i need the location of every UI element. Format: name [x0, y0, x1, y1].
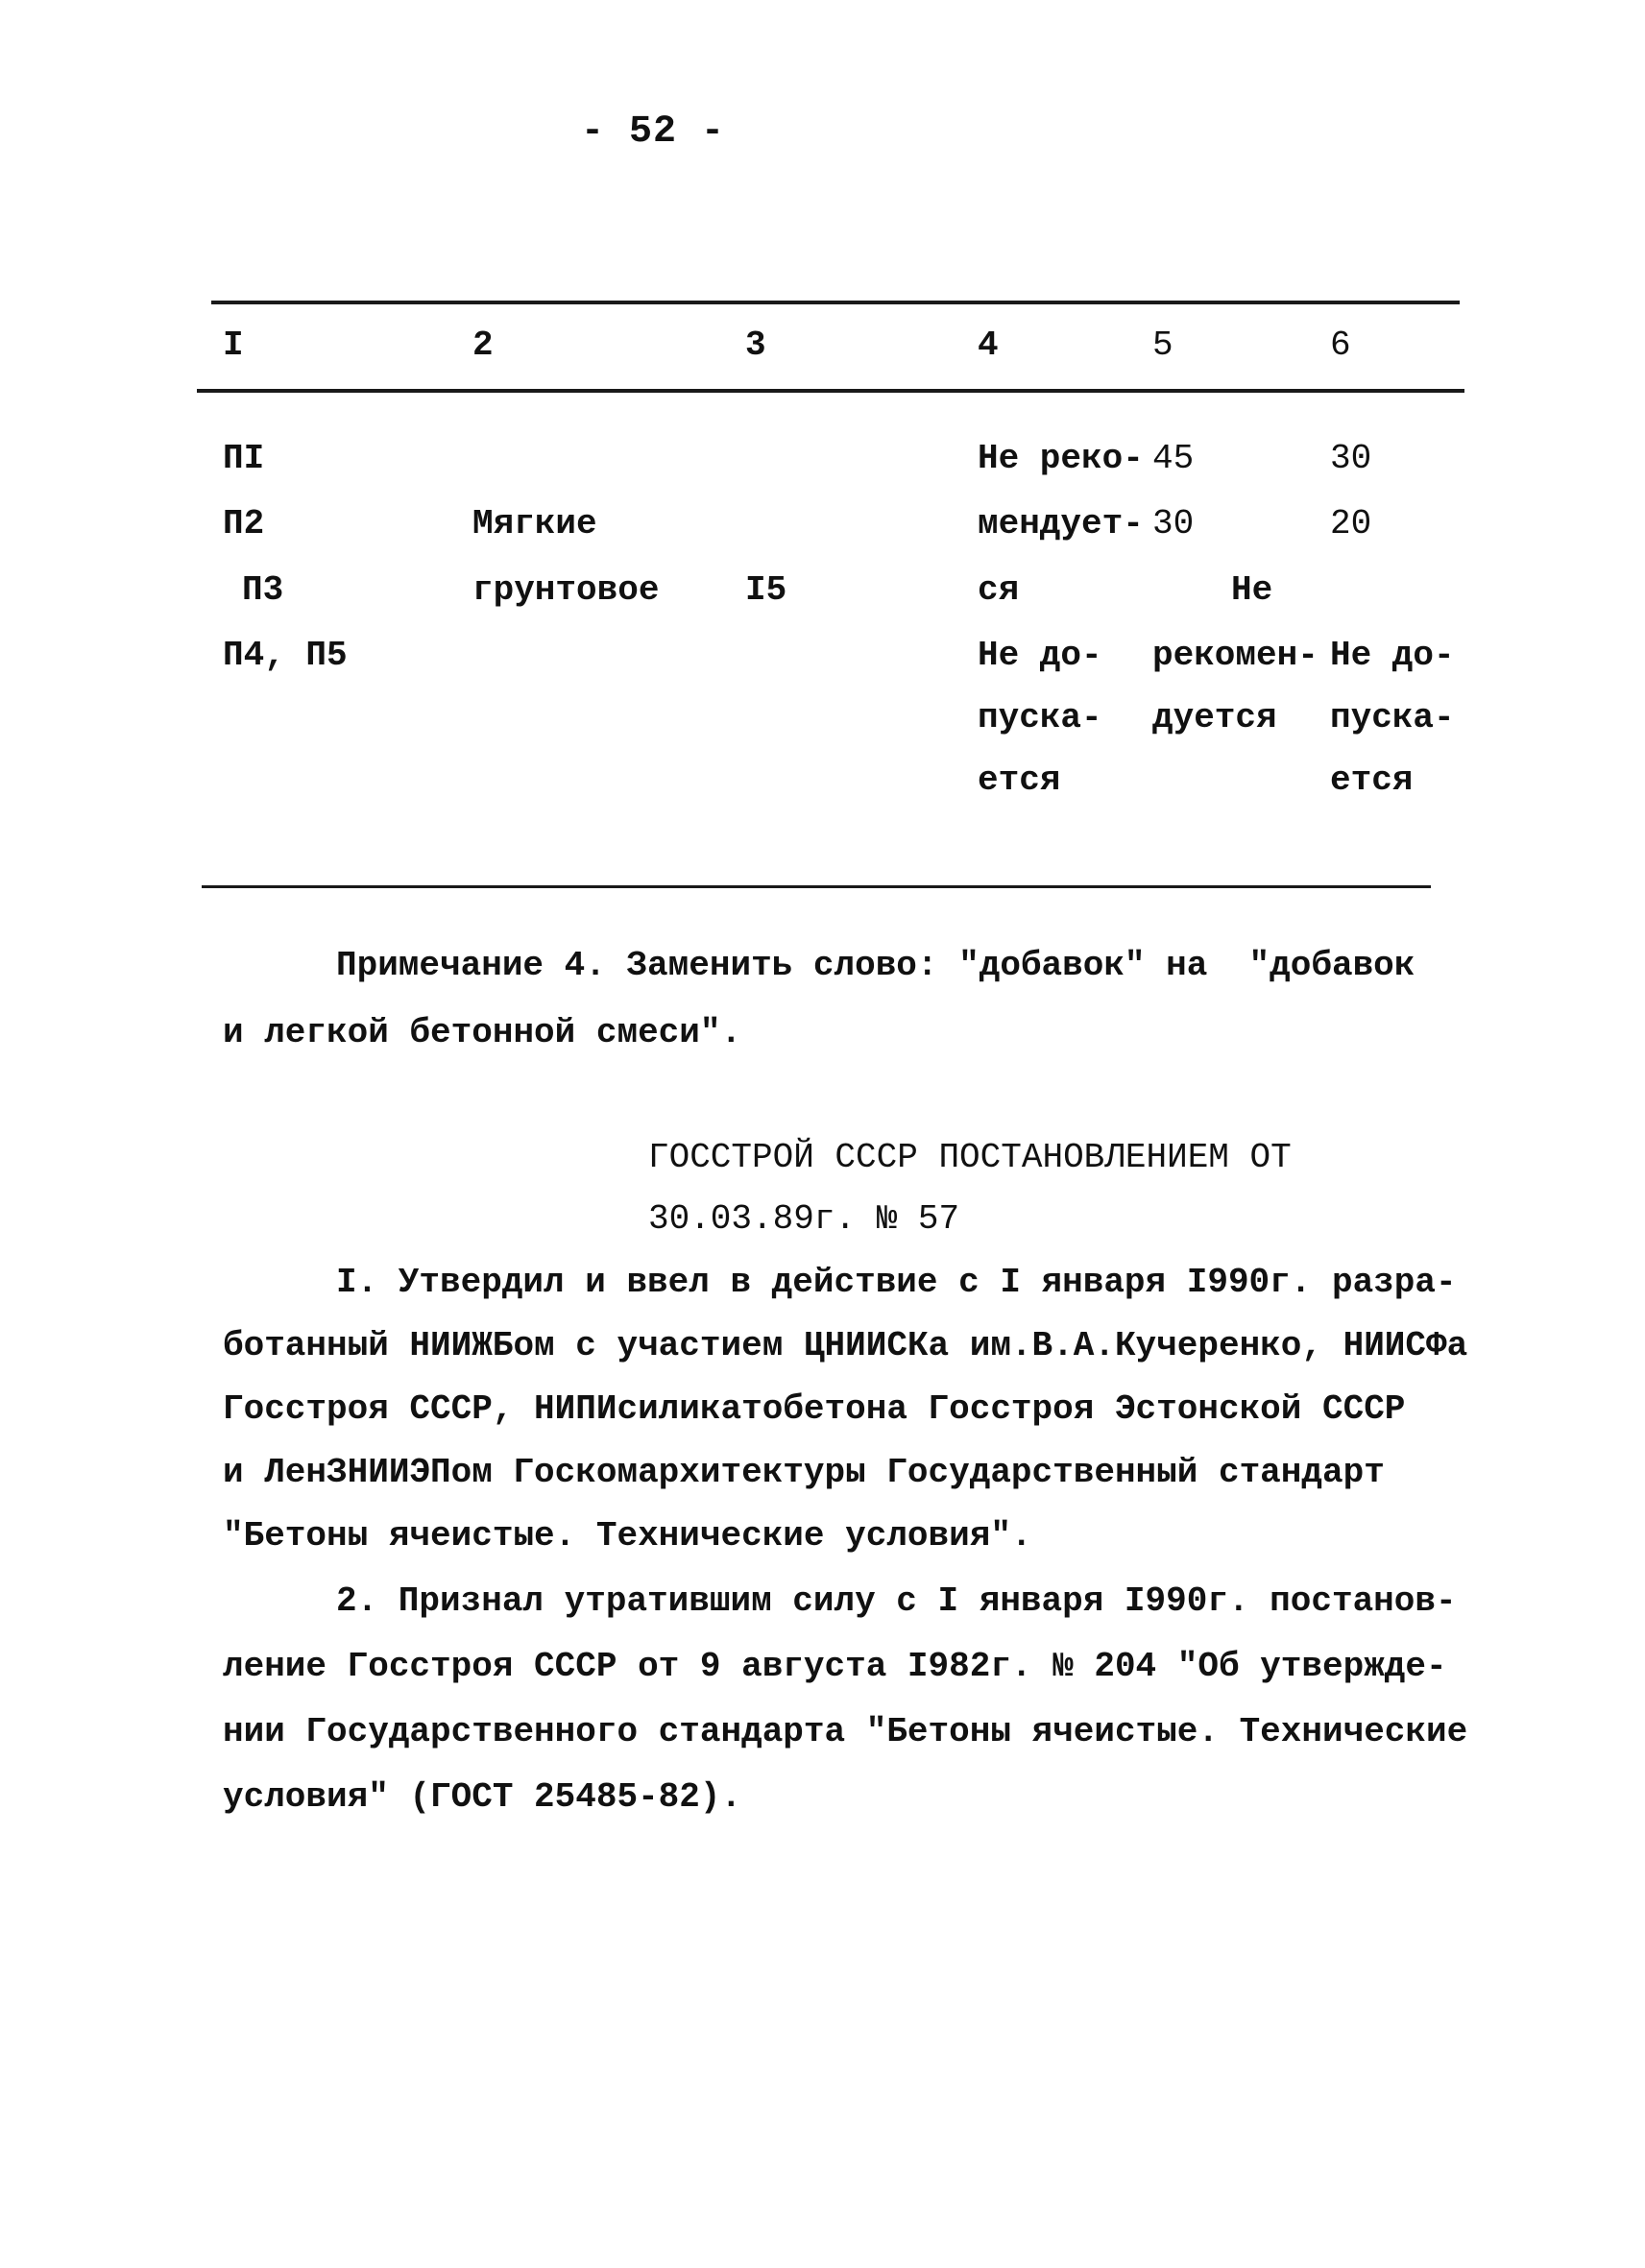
table-cell: Не [1231, 570, 1273, 610]
table-cell: грунтовое [472, 570, 660, 610]
note-line: Примечание 4. Заменить слово: "добавок" на "добавок [336, 946, 1415, 985]
paragraph-line: ление Госстроя СССР от 9 августа I982г. № 204 "Об утвержде- [223, 1647, 1447, 1686]
table-cell: ся [978, 570, 1020, 610]
paragraph-line: 2. Признал утратившим силу с I января I990г. постанов- [336, 1581, 1457, 1621]
paragraph-line: "Бетоны ячеистые. Технические условия". [223, 1516, 1032, 1556]
table-cell: ется [1330, 760, 1414, 800]
table-cell: Не до- [1330, 636, 1455, 675]
table-cell: П2 [223, 504, 265, 543]
table-cell: П3 [242, 570, 284, 610]
decree-heading: 30.03.89г. № 57 [648, 1199, 960, 1239]
table-top-rule [211, 301, 1460, 304]
paragraph-line: Госстроя СССР, НИПИсиликатобетона Госстроя Эстонской СССР [223, 1389, 1406, 1429]
table-cell: 30 [1330, 439, 1372, 478]
table-cell: П4, П5 [223, 636, 348, 675]
table-cell: рекомен- [1152, 636, 1318, 675]
table-header-cell: 4 [978, 326, 999, 365]
table-cell: пуска- [1330, 698, 1455, 737]
table-cell: Не реко- [978, 439, 1144, 478]
table-cell: 45 [1152, 439, 1195, 478]
note-line: и легкой бетонной смеси". [223, 1013, 742, 1052]
paragraph-line: условия" (ГОСТ 25485-82). [223, 1777, 742, 1817]
table-header-cell: 2 [472, 326, 494, 365]
table-header-cell: 6 [1330, 326, 1351, 365]
table-header-cell: I [223, 326, 244, 365]
table-header-cell: 5 [1152, 326, 1173, 365]
table-cell: мендует- [978, 504, 1144, 543]
paragraph-line: и ЛенЗНИИЭПом Госкомархитектуры Государственный стандарт [223, 1453, 1385, 1492]
page-number: - 52 - [580, 110, 726, 154]
table-header-rule [197, 389, 1464, 393]
decree-heading: ГОССТРОЙ СССР ПОСТАНОВЛЕНИЕМ ОТ [648, 1138, 1292, 1177]
table-cell: дуется [1152, 698, 1277, 737]
table-cell: пуска- [978, 698, 1102, 737]
table-cell: ется [978, 760, 1061, 800]
table-cell: ПI [223, 439, 265, 478]
table-header-cell: 3 [745, 326, 766, 365]
table-cell: Не до- [978, 636, 1102, 675]
table-cell: 20 [1330, 504, 1372, 543]
paragraph-line: нии Государственного стандарта "Бетоны ячеистые. Технические [223, 1712, 1468, 1751]
table-bottom-rule [202, 885, 1431, 888]
paragraph-line: I. Утвердил и ввел в действие с I января I990г. разра- [336, 1263, 1457, 1302]
paragraph-line: ботанный НИИЖБом с участием ЦНИИСКа им.В.А.Кучеренко, НИИСФа [223, 1326, 1468, 1365]
table-cell: I5 [745, 570, 787, 610]
table-cell: 30 [1152, 504, 1195, 543]
table-cell: Мягкие [472, 504, 597, 543]
